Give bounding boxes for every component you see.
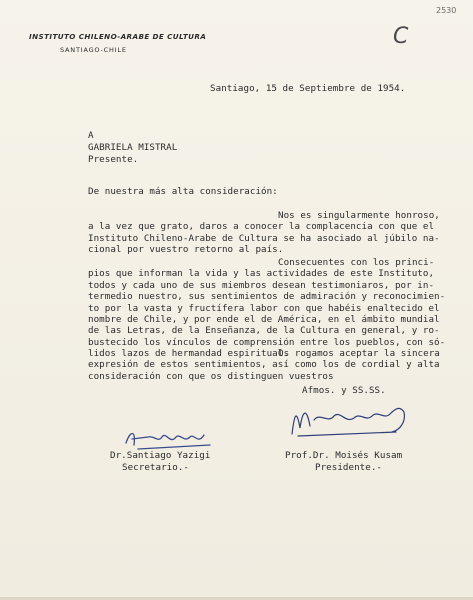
paragraph-line: bustecido los vínculos de comprensión entre los pueblos, con só- — [88, 336, 446, 348]
paragraph-2 — [88, 257, 445, 360]
paragraph-1 — [88, 210, 440, 256]
paragraph-line: expresión de estos sentimientos, así como los de cordial y alta — [88, 359, 440, 371]
closing-formula: Afmos. y SS.SS. — [302, 385, 386, 396]
paragraph-line: Nos es singularmente honroso, — [278, 210, 440, 221]
salutation: De nuestra más alta consideración: — [88, 186, 278, 197]
paragraph-line: Instituto Chileno-Arabe de Cultura se ha asociado al júbilo na- — [88, 232, 440, 244]
paragraph-line: lidos lazos de hermandad espiritual. — [88, 348, 289, 360]
president-title: Presidente.- — [315, 462, 382, 473]
paragraph-line: Os rogamos aceptar la sincera — [278, 348, 440, 359]
president-signature — [288, 398, 413, 440]
secretary-title: Secretario.- — [122, 462, 189, 473]
paragraph-line: consideración con que os distinguen vuestros — [88, 370, 334, 382]
paragraph-line: cional por vuestro retorno al país. — [88, 244, 284, 256]
paragraph-line: nombre de Chile, y por ende el de América, en el ámbito mundial — [88, 314, 440, 326]
paragraph-line: Consecuentes con los princi- — [278, 257, 435, 268]
archive-number: 2530 — [436, 6, 457, 15]
recipient-prefix: A — [88, 130, 94, 141]
secretary-name: Dr.Santiago Yazigi — [110, 450, 211, 461]
recipient-status: Presente. — [88, 154, 139, 165]
recipient-name: GABRIELA MISTRAL — [88, 142, 178, 153]
paragraph-line: a la vez que grato, daros a conocer la complacencia con que el — [88, 221, 435, 233]
paragraph-line: pios que informan la vida y las actividades de este Instituto, — [88, 268, 435, 280]
paragraph-line: todos y cada uno de sus miembros desean testimoniaros, por in- — [88, 279, 435, 291]
paragraph-line: termedio nuestro, sus sentimientos de admiración y reconocimien- — [88, 291, 446, 303]
president-name: Prof.Dr. Moisés Kusam — [285, 450, 403, 461]
paragraph-3 — [88, 348, 440, 382]
letterhead-city: SANTIAGO-CHILE — [60, 46, 127, 54]
paragraph-line: de las Letras, de la Enseñanza, de la Cultura en general, y ro- — [88, 325, 440, 337]
date-line: Santiago, 15 de Septiembre de 1954. — [210, 83, 406, 94]
letterhead-institution: INSTITUTO CHILENO-ARABE DE CULTURA — [29, 32, 207, 41]
handwritten-mark: C — [393, 24, 409, 49]
paragraph-line: to por la vasta y fructífera labor con que habéis enaltecido el — [88, 302, 440, 314]
